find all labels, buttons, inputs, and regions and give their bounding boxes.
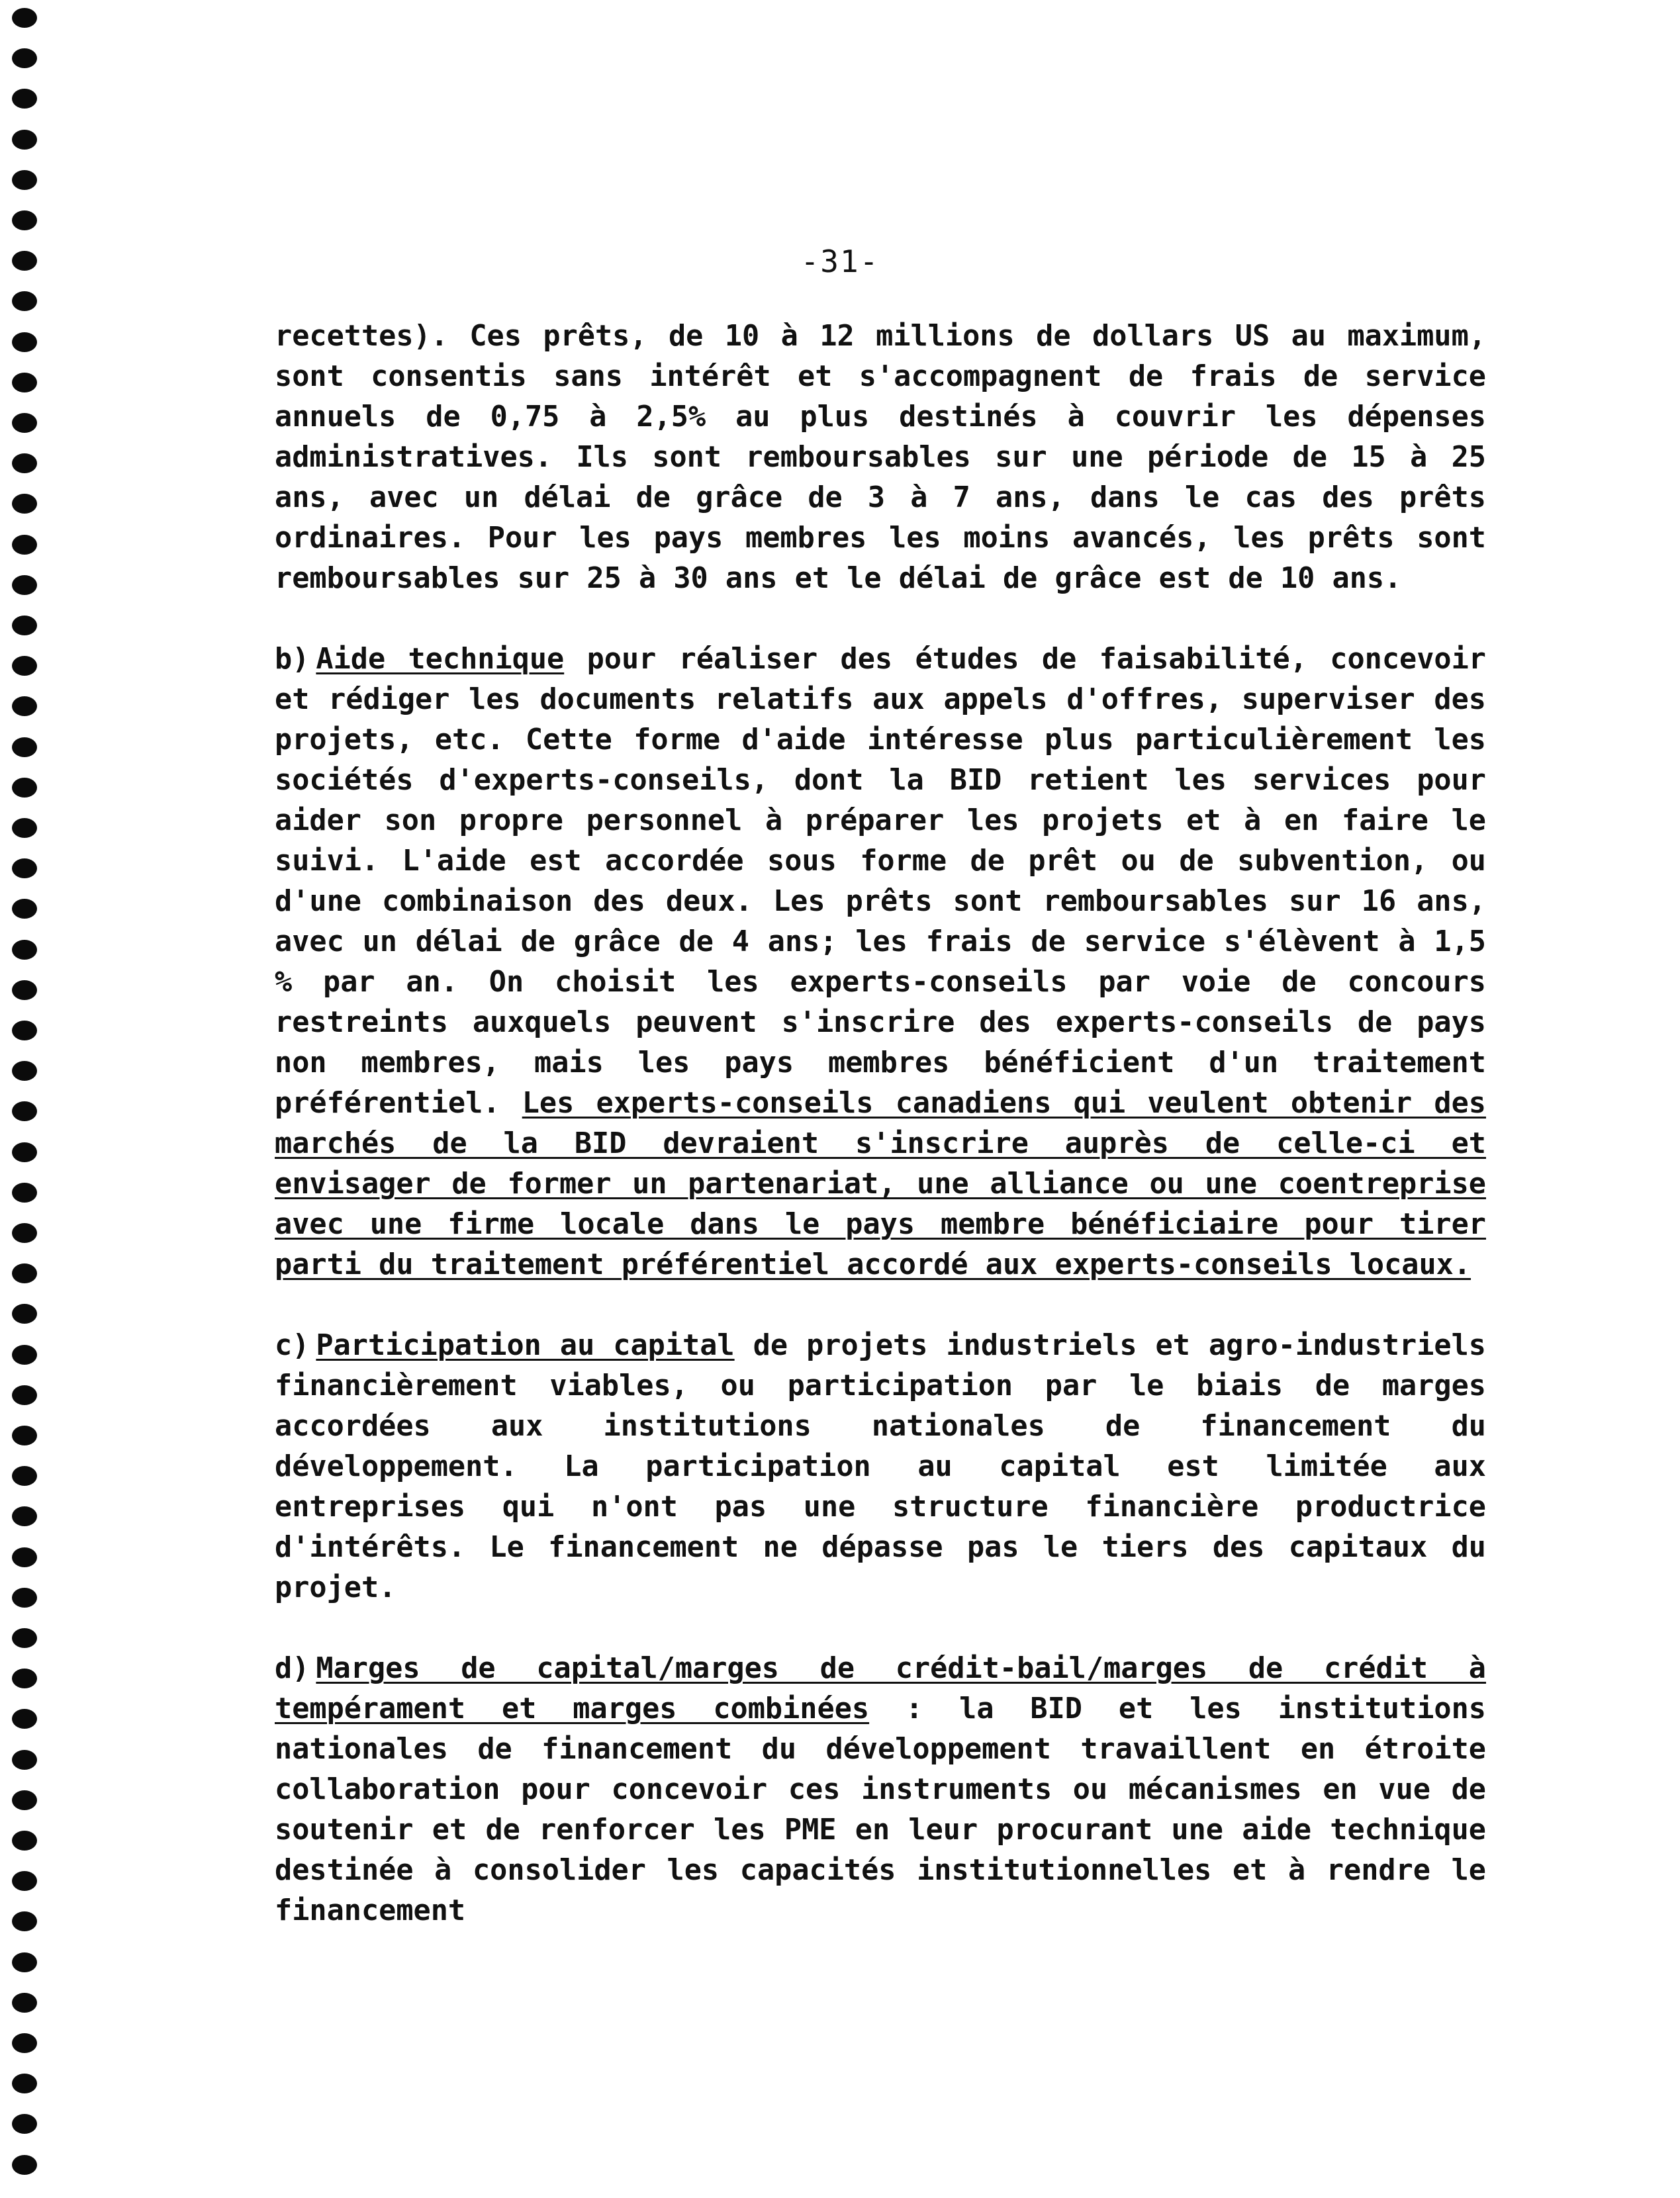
binding-hole [12, 1426, 37, 1445]
binding-hole [12, 1871, 37, 1891]
binding-hole [12, 494, 37, 514]
binding-hole [12, 210, 37, 230]
paragraph-b-marker: b) [275, 643, 310, 676]
binding-hole [12, 2033, 37, 2053]
binding-hole [12, 48, 37, 68]
binding-hole [12, 373, 37, 392]
binding-hole [12, 291, 37, 311]
binding-hole [12, 575, 37, 595]
binding-hole [12, 1263, 37, 1283]
binding-hole [12, 980, 37, 1000]
binding-hole [12, 1061, 37, 1081]
binding-hole [12, 940, 37, 960]
paragraph-d-text: : la BID et les institutions nationales de financement du développement travaillent en étroite collaboration pour concevoir ces instruments ou mécanismes en vue de soutenir et de renforcer les PME en leur procurant une aide technique destinée à consolider les capacités institutionnelles et à rendre le financement [275, 1692, 1486, 1927]
paragraph-intro-text: recettes). Ces prêts, de 10 à 12 millions de dollars US au maximum, sont consentis sans intérêt et s'accompagnent de frais de service annuels de 0,75 à 2,5% au plus destinés à couvrir les dépenses administratives. Ils sont remboursables sur une période de 15 à 25 ans, avec un délai de grâce de 3 à 7 ans, dans le cas des prêts ordinaires. Pour les pays membres les moins avancés, les prêts sont remboursables sur 25 à 30 ans et le délai de grâce est de 10 ans. [275, 320, 1486, 595]
binding-hole [12, 778, 37, 798]
paragraph-c-heading: Participation au capital [316, 1329, 735, 1362]
binding-hole [12, 89, 37, 109]
binding-hole [12, 1588, 37, 1608]
paragraph-b-emphasis: Les experts-conseils canadiens qui veulent obtenir des marchés de la BID devraient s'inscrire auprès de celle-ci et envisager de former un partenariat, une alliance ou une coentreprise avec une firme locale dans le pays membre bénéficiaire pour tirer parti du traitement préférentiel accordé aux experts-conseils locaux. [275, 1087, 1486, 1281]
binding-hole [12, 656, 37, 676]
binding-hole [12, 1304, 37, 1324]
binding-hole [12, 1142, 37, 1162]
binding-hole [12, 1709, 37, 1729]
binding-hole [12, 1101, 37, 1121]
binding-hole [12, 1183, 37, 1203]
binding-hole [12, 1911, 37, 1931]
binding-hole [12, 899, 37, 919]
binding-hole [12, 696, 37, 716]
paragraph-b-heading: Aide technique [316, 643, 565, 676]
binding-hole [12, 1750, 37, 1770]
binding-hole [12, 1385, 37, 1405]
binding-hole [12, 2114, 37, 2134]
binding-hole [12, 453, 37, 473]
paragraph-b-technical-assistance [275, 639, 1486, 1285]
paragraph-c-equity-participation [275, 1326, 1486, 1608]
binding-hole [12, 413, 37, 433]
binding-hole [12, 535, 37, 555]
binding-hole [12, 1628, 37, 1648]
paragraph-intro [275, 316, 1486, 599]
binding-hole [12, 8, 37, 28]
paragraph-c-marker: c) [275, 1329, 310, 1362]
paragraph-b-text: pour réaliser des études de faisabilité, concevoir et rédiger les documents relatifs aux appels d'offres, superviser des projets, etc. Cette forme d'aide intéresse plus particulièrement les sociétés d'experts-conseils, dont la BID retient les services pour aider son propre personnel à préparer les projets et à en faire le suivi. L'aide est accordée sous forme de prêt ou de subvention, ou d'une combinaison des deux. Les prêts sont remboursables sur 16 ans, avec un délai de grâce de 4 ans; les frais de service s'élèvent à 1,5 % par an. On choisit les experts-conseils par voie de concours restreints auxquels peuvent s'inscrire des experts-conseils de pays non membres, mais les pays membres bénéficient d'un traitement préférentiel. [275, 643, 1486, 1120]
binding-hole [12, 818, 37, 838]
binding-hole [12, 332, 37, 352]
paragraph-d-credit-lines [275, 1649, 1486, 1931]
binding-hole [12, 1669, 37, 1688]
binding-hole [12, 1547, 37, 1567]
binding-hole [12, 1021, 37, 1040]
binding-hole [12, 1790, 37, 1810]
binding-hole [12, 858, 37, 878]
binding-hole [12, 1831, 37, 1851]
binding-hole [12, 2074, 37, 2093]
binding-holes [5, 0, 42, 2198]
binding-hole [12, 2155, 37, 2175]
binding-hole [12, 1952, 37, 1972]
paragraph-c-text: de projets industriels et agro-industriels financièrement viables, ou participation par le biais de marges accordées aux institutions nationales de financement du développement. La participation au capital est limitée aux entreprises qui n'ont pas une structure financière productrice d'intérêts. Le financement ne dépasse pas le tiers des capitaux du projet. [275, 1329, 1486, 1604]
binding-hole [12, 1223, 37, 1243]
binding-hole [12, 130, 37, 150]
binding-hole [12, 737, 37, 757]
document-body [275, 316, 1486, 1972]
binding-hole [12, 170, 37, 190]
binding-hole [12, 1993, 37, 2013]
binding-hole [12, 616, 37, 635]
paragraph-d-heading: Marges de capital/marges de crédit-bail/marges de crédit à tempérament et marges combinées [275, 1652, 1486, 1725]
binding-hole [12, 1466, 37, 1486]
paragraph-d-marker: d) [275, 1652, 310, 1685]
page-number: -31- [800, 244, 880, 279]
binding-hole [12, 1506, 37, 1526]
binding-hole [12, 1345, 37, 1365]
